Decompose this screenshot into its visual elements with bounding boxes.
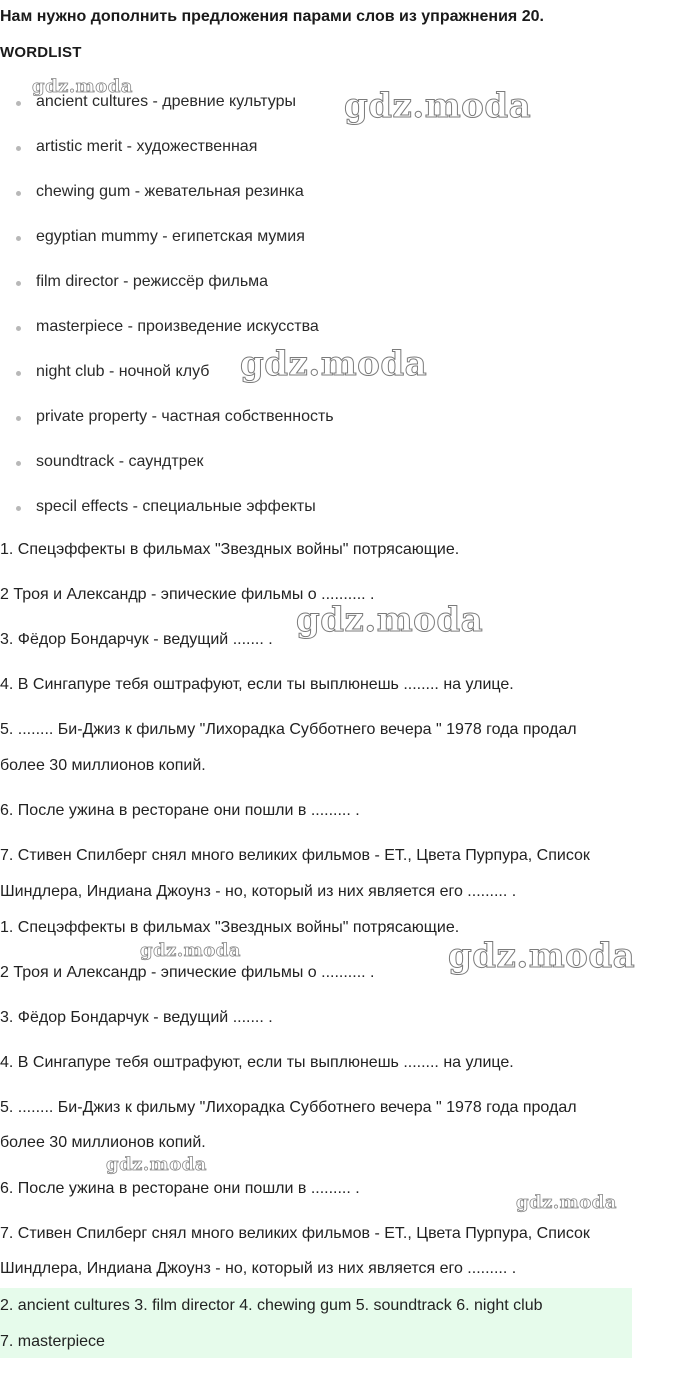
sentence-6: 6. После ужина в ресторане они пошли в ......... .: [0, 1180, 360, 1197]
bullet-icon: [16, 326, 21, 331]
watermark: gdz.moda: [106, 1154, 207, 1175]
sentence-5-continued: более 30 миллионов копий.: [0, 1134, 206, 1151]
list-item: film director - режиссёр фильма: [0, 272, 334, 317]
sentence-3: 3. Фёдор Бондарчук - ведущий ....... .: [0, 1009, 273, 1026]
sentence-7: 7. Стивен Спилберг снял много великих фильмов - ЕТ., Цвета Пурпура, Список: [0, 847, 590, 864]
sentence-5: 5. ........ Би-Джиз к фильму "Лихорадка Субботнего вечера " 1978 года продал: [0, 1099, 577, 1116]
sentence-2: 2 Троя и Александр - эпические фильмы о .......... .: [0, 586, 375, 603]
bullet-icon: [16, 506, 21, 511]
watermark: gdz.moda: [344, 86, 532, 126]
bullet-icon: [16, 146, 21, 151]
bullet-icon: [16, 371, 21, 376]
sentence-7-continued: Шиндлера, Индиана Джоунз - но, который из них является его ......... .: [0, 1260, 517, 1277]
sentence-4: 4. В Сингапуре тебя оштрафуют, если ты выплюнешь ........ на улице.: [0, 1054, 514, 1071]
bullet-icon: [16, 236, 21, 241]
list-item: masterpiece - произведение искусства: [0, 317, 334, 362]
sentence-7-continued: Шиндлера, Индиана Джоунз - но, который из них является его ......... .: [0, 883, 517, 900]
sentence-7: 7. Стивен Спилберг снял много великих фильмов - ЕТ., Цвета Пурпура, Список: [0, 1225, 590, 1242]
sentence-1: 1. Спецэффекты в фильмах "Звездных войны" потрясающие.: [0, 541, 460, 558]
watermark: gdz.moda: [516, 1192, 617, 1213]
list-item: soundtrack - саундтрек: [0, 452, 334, 497]
sentence-4: 4. В Сингапуре тебя оштрафуют, если ты выплюнешь ........ на улице.: [0, 676, 514, 693]
answer-line-1: 2. ancient cultures 3. film director 4. chewing gum 5. soundtrack 6. night club: [0, 1297, 543, 1314]
bullet-icon: [16, 281, 21, 286]
list-item: ancient cultures - древние культуры: [0, 92, 334, 137]
sentence-1: 1. Спецэффекты в фильмах "Звездных войны" потрясающие.: [0, 919, 460, 936]
bullet-icon: [16, 101, 21, 106]
list-item: artistic merit - художественная: [0, 137, 334, 182]
list-item: egyptian mummy - египетская мумия: [0, 227, 334, 272]
watermark: gdz.moda: [240, 344, 428, 384]
sentence-3: 3. Фёдор Бондарчук - ведущий ....... .: [0, 631, 273, 648]
watermark: gdz.moda: [296, 600, 484, 640]
bullet-icon: [16, 191, 21, 196]
list-item: chewing gum - жевательная резинка: [0, 182, 334, 227]
list-item: night club - ночной клуб: [0, 362, 334, 407]
wordlist-title: WORDLIST: [0, 44, 82, 61]
list-item: private property - частная собственность: [0, 407, 334, 452]
sentence-2: 2 Троя и Александр - эпические фильмы о .......... .: [0, 964, 375, 981]
watermark: gdz.moda: [140, 940, 241, 961]
bullet-icon: [16, 416, 21, 421]
watermark: gdz.moda: [32, 76, 133, 97]
sentence-5: 5. ........ Би-Джиз к фильму "Лихорадка Субботнего вечера " 1978 года продал: [0, 721, 577, 738]
sentence-6: 6. После ужина в ресторане они пошли в ......... .: [0, 802, 360, 819]
watermark: gdz.moda: [448, 936, 636, 976]
task-heading: Нам нужно дополнить предложения парами слов из упражнения 20.: [0, 8, 544, 25]
list-item: specil effects - специальные эффекты: [0, 497, 334, 542]
bullet-icon: [16, 461, 21, 466]
answer-line-2: 7. masterpiece: [0, 1333, 105, 1350]
wordlist: [0, 92, 334, 542]
sentence-5-continued: более 30 миллионов копий.: [0, 757, 206, 774]
